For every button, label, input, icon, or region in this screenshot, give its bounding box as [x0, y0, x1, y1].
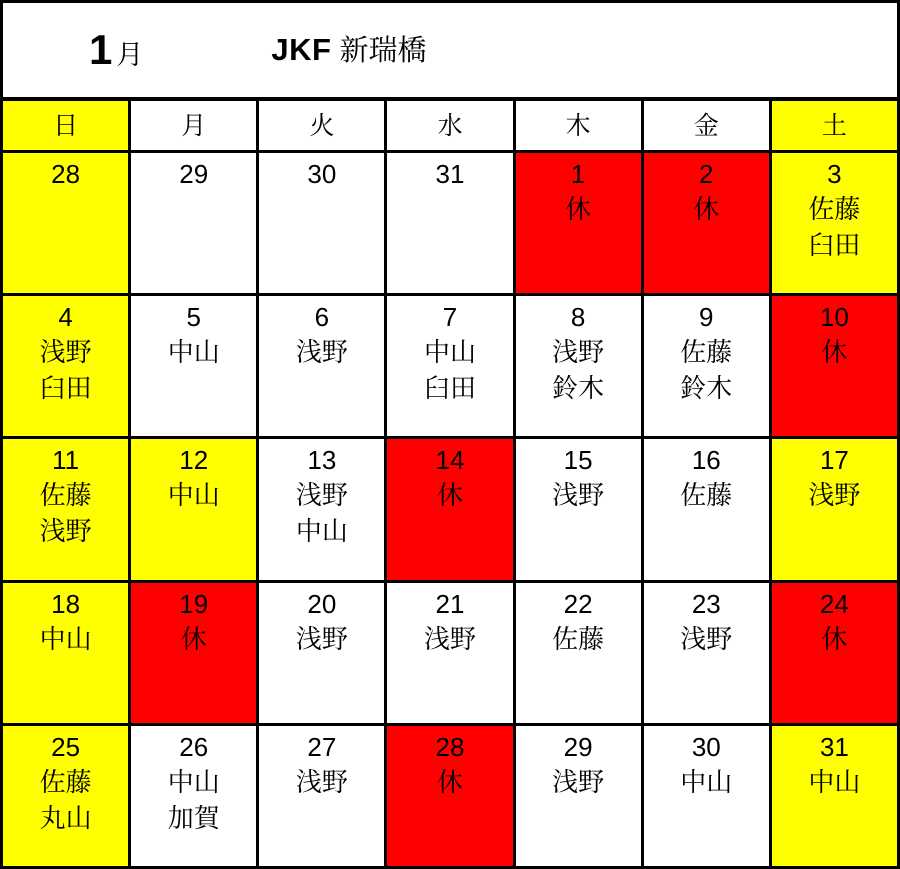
day-entry: 佐藤: [808, 194, 861, 224]
day-number: 2: [699, 159, 714, 189]
day-entry: 休: [565, 194, 592, 224]
weekday-label: 水: [437, 111, 463, 140]
calendar-day-cell[interactable]: [259, 439, 387, 579]
day-number: 30: [307, 159, 337, 189]
weekday-label: 金: [693, 111, 719, 140]
day-entry: 臼田: [808, 230, 861, 260]
calendar-day-cell[interactable]: [3, 296, 131, 436]
day-number: 5: [186, 302, 201, 333]
weekday-header-mon: [131, 101, 259, 150]
store-title: [271, 34, 426, 66]
day-entry: 浅野: [295, 623, 348, 654]
day-number: 12: [179, 445, 209, 476]
weekday-header-sun: [3, 101, 131, 150]
month-unit-label: 月: [116, 40, 144, 70]
day-entry: 鈴木: [552, 373, 605, 404]
day-entry: 浅野: [39, 337, 92, 368]
day-number: 29: [563, 731, 593, 762]
calendar-day-cell[interactable]: [387, 583, 515, 723]
day-number: 21: [435, 588, 465, 619]
day-entry: 加賀: [167, 802, 220, 833]
weekday-header-tue: [259, 101, 387, 150]
day-number: 22: [563, 588, 593, 619]
calendar-day-cell[interactable]: [3, 153, 131, 293]
day-number: 17: [819, 445, 849, 476]
day-number: 31: [819, 731, 849, 762]
calendar-day-cell[interactable]: [516, 296, 644, 436]
day-entry: 中山: [295, 516, 348, 547]
day-number: 6: [314, 302, 330, 333]
day-entry: 鈴木: [680, 373, 733, 404]
day-number: 28: [51, 159, 81, 189]
day-number: 11: [52, 445, 80, 476]
day-entry: 浅野: [552, 337, 605, 368]
day-entry: 臼田: [39, 373, 92, 404]
day-entry: 浅野: [680, 623, 733, 654]
day-number: 16: [691, 445, 721, 476]
calendar-day-cell[interactable]: [644, 726, 772, 866]
calendar-day-cell[interactable]: [259, 296, 387, 436]
calendar-day-cell[interactable]: [131, 153, 259, 293]
calendar-day-cell[interactable]: [387, 726, 515, 866]
weekday-label: 月: [181, 111, 207, 140]
calendar-day-cell[interactable]: [259, 726, 387, 866]
weekday-header-row: [3, 101, 897, 153]
day-entry: 佐藤: [552, 623, 605, 654]
weekday-label: 日: [53, 111, 79, 140]
calendar-day-cell[interactable]: [644, 439, 772, 579]
day-entry: 浅野: [808, 480, 861, 511]
calendar-day-cell[interactable]: [772, 726, 897, 866]
day-entry: 中山: [680, 766, 733, 797]
calendar-day-cell[interactable]: [516, 726, 644, 866]
day-entry: 中山: [167, 480, 220, 511]
day-number: 7: [442, 302, 458, 333]
day-entry: 浅野: [295, 766, 348, 797]
calendar-day-cell[interactable]: [644, 583, 772, 723]
day-number: 23: [691, 588, 721, 619]
day-number: 30: [691, 731, 721, 762]
calendar-week-row: [3, 726, 897, 866]
calendar-day-cell[interactable]: [516, 153, 644, 293]
day-entry: 浅野: [295, 480, 348, 511]
day-entry: 休: [693, 194, 720, 224]
day-entry: 休: [180, 623, 207, 654]
calendar-day-cell[interactable]: [516, 439, 644, 579]
calendar-day-cell[interactable]: [387, 296, 515, 436]
day-entry: 丸山: [39, 802, 92, 833]
calendar-day-cell[interactable]: [387, 153, 515, 293]
calendar-day-cell[interactable]: [131, 439, 259, 579]
day-number: 25: [51, 731, 81, 762]
calendar-day-cell[interactable]: [3, 726, 131, 866]
weekday-header-wed: [387, 101, 515, 150]
day-number: 1: [570, 159, 586, 189]
day-entry: 休: [821, 623, 848, 654]
weekday-label: 土: [821, 111, 847, 140]
day-number: 13: [307, 445, 337, 476]
day-number: 14: [435, 445, 465, 476]
store-code: JKF: [271, 32, 332, 67]
calendar-day-cell[interactable]: [3, 439, 131, 579]
calendar-day-cell[interactable]: [259, 153, 387, 293]
store-name: 新瑞橋: [339, 35, 427, 67]
month-heading: [89, 26, 144, 73]
day-number: 27: [307, 731, 337, 762]
day-number: 8: [570, 302, 586, 333]
day-entry: 中山: [167, 766, 220, 797]
calendar-day-cell[interactable]: [772, 583, 897, 723]
day-number: 28: [435, 731, 465, 762]
day-entry: 佐藤: [680, 480, 733, 511]
day-number: 20: [307, 588, 337, 619]
day-number: 26: [179, 731, 209, 762]
weekday-header-thu: [516, 101, 644, 150]
calendar-day-cell[interactable]: [772, 296, 897, 436]
day-number: 9: [699, 302, 714, 333]
calendar-week-row: [3, 296, 897, 439]
weekday-label: 木: [565, 111, 591, 140]
weekday-header-sat: [772, 101, 897, 150]
day-number: 4: [58, 302, 73, 333]
day-number: 18: [51, 588, 81, 619]
calendar-week-row: [3, 583, 897, 726]
day-entry: 休: [821, 337, 848, 368]
calendar-day-cell[interactable]: [259, 583, 387, 723]
month-number: 1: [89, 26, 113, 73]
day-entry: 休: [436, 480, 463, 511]
day-number: 15: [563, 445, 593, 476]
calendar-day-cell[interactable]: [772, 153, 897, 293]
calendar-day-cell[interactable]: [131, 726, 259, 866]
day-entry: 浅野: [423, 623, 476, 654]
calendar-day-cell[interactable]: [131, 583, 259, 723]
calendar-day-cell[interactable]: [644, 153, 772, 293]
day-number: 3: [827, 159, 842, 189]
day-entry: 浅野: [552, 480, 605, 511]
day-entry: 浅野: [552, 766, 605, 797]
day-entry: 中山: [423, 337, 476, 368]
calendar-week-row: [3, 439, 897, 582]
day-number: 31: [435, 159, 465, 189]
weekday-header-fri: [644, 101, 772, 150]
day-number: 19: [179, 588, 209, 619]
calendar-day-cell[interactable]: [516, 583, 644, 723]
calendar-day-cell[interactable]: [131, 296, 259, 436]
day-number: 10: [819, 302, 849, 333]
day-entry: 浅野: [295, 337, 348, 368]
day-entry: 佐藤: [39, 480, 92, 511]
calendar-grid: [3, 101, 897, 866]
day-entry: 佐藤: [39, 766, 92, 797]
day-entry: 中山: [39, 623, 92, 654]
day-entry: 中山: [808, 766, 861, 797]
day-entry: 臼田: [423, 373, 476, 404]
day-number: 29: [179, 159, 209, 189]
weekday-label: 火: [309, 111, 335, 140]
calendar-day-cell[interactable]: [387, 439, 515, 579]
calendar-day-cell[interactable]: [772, 439, 897, 579]
day-entry: 休: [436, 766, 463, 797]
day-entry: 中山: [167, 337, 220, 368]
calendar-week-row: [3, 153, 897, 296]
calendar-header: [3, 3, 897, 101]
day-entry: 浅野: [39, 516, 92, 547]
day-entry: 佐藤: [680, 337, 733, 368]
day-number: 24: [819, 588, 849, 619]
calendar-day-cell[interactable]: [644, 296, 772, 436]
calendar-day-cell[interactable]: [3, 583, 131, 723]
